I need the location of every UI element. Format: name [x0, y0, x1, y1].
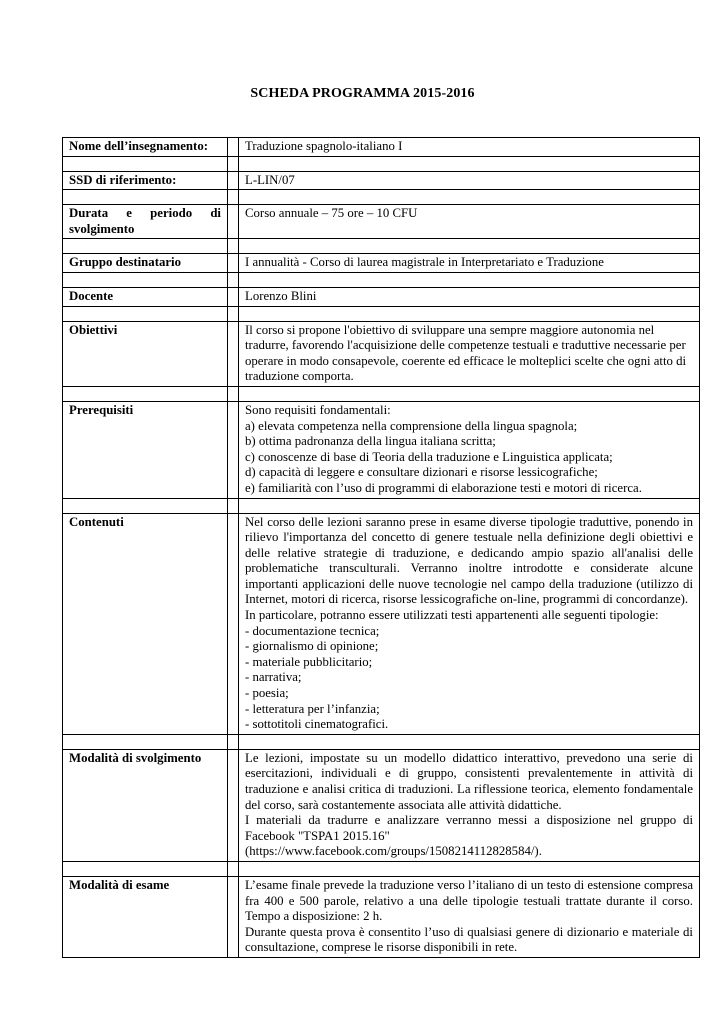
list-item: - materiale pubblicitario;	[245, 654, 373, 669]
list-item: In particolare, potranno essere utilizzati testi appartenenti alle seguenti tipologie:	[245, 608, 659, 623]
label-contenuti: Contenuti	[63, 513, 228, 734]
prereq-line: d) capacità di leggere e consultare dizionari e risorse lessicografiche;	[245, 465, 598, 480]
label-durata-word: di	[210, 206, 221, 221]
program-table	[62, 137, 700, 958]
row-prerequisiti	[63, 401, 700, 498]
row-modalita-svolgimento	[63, 749, 700, 861]
row-docente	[63, 287, 700, 306]
label-gruppo: Gruppo destinatario	[63, 254, 228, 273]
label-modalita-svolgimento: Modalità di svolgimento	[63, 749, 228, 861]
row-nome	[63, 138, 700, 157]
label-durata-line1	[69, 206, 221, 222]
prereq-line: b) ottima padronanza della lingua italiana scritta;	[245, 434, 496, 449]
prereq-line: Sono requisiti fondamentali:	[245, 402, 391, 417]
list-item: - sottotitoli cinematografici.	[245, 717, 389, 732]
label-prerequisiti: Prerequisiti	[63, 401, 228, 498]
list-item: - giornalismo di opinione;	[245, 639, 379, 654]
value-prerequisiti	[239, 401, 700, 498]
label-durata-word: Durata	[69, 206, 109, 221]
label-docente: Docente	[63, 287, 228, 306]
value-nome: Traduzione spagnolo-italiano I	[239, 138, 700, 157]
list-item: - letteratura per l’infanzia;	[245, 701, 380, 716]
esame-paragraph: L’esame finale prevede la traduzione verso l’italiano di un testo di estensione compresa fra 400 e 500 parole, relativo a una delle tipologie testuali trattate durante il corso. Tempo a disposizione: 2 h.	[245, 877, 693, 924]
label-durata-word: periodo	[150, 206, 193, 221]
value-gruppo: I annualità - Corso di laurea magistrale in Interpretariato e Traduzione	[239, 254, 700, 273]
value-durata: Corso annuale – 75 ore – 10 CFU	[239, 205, 700, 239]
prereq-line: c) conoscenze di base di Teoria della traduzione e Linguistica applicata;	[245, 449, 613, 464]
row-modalita-esame	[63, 876, 700, 957]
value-obiettivi: Il corso si propone l'obiettivo di sviluppare una sempre maggiore autonomia nel tradurre, favorendo l'acquisizione delle competenze testuali e traduttive necessarie per operare in modo consapevole, coerente ed efficace le molteplici scelte che ogni atto di traduzione comporta.	[239, 321, 700, 386]
value-docente: Lorenzo Blini	[239, 287, 700, 306]
label-ssd: SSD di riferimento:	[63, 171, 228, 190]
prereq-line: a) elevata competenza nella comprensione della lingua spagnola;	[245, 418, 578, 433]
label-durata-line2: svolgimento	[69, 221, 135, 236]
label-durata-word: e	[126, 206, 132, 221]
value-ssd: L-LIN/07	[239, 171, 700, 190]
page-title: SCHEDA PROGRAMMA 2015-2016	[250, 86, 475, 101]
contenuti-list	[245, 608, 693, 733]
list-item: - documentazione tecnica;	[245, 623, 380, 638]
value-modalita-esame	[239, 876, 700, 957]
row-obiettivi	[63, 321, 700, 386]
value-modalita-svolgimento	[239, 749, 700, 861]
facebook-link: (https://www.facebook.com/groups/1508214112828584/).	[245, 844, 542, 859]
label-modalita-esame: Modalità di esame	[63, 876, 228, 957]
prereq-line: e) familiarità con l’uso di programmi di elaborazione testi e motori di ricerca.	[245, 480, 642, 495]
label-obiettivi: Obiettivi	[63, 321, 228, 386]
row-durata	[63, 205, 700, 239]
list-item: - narrativa;	[245, 670, 302, 685]
label-durata	[63, 205, 228, 239]
value-contenuti	[239, 513, 700, 734]
contenuti-paragraph: Nel corso delle lezioni saranno prese in esame diverse tipologie traduttive, ponendo in rilievo l'importanza del concetto di genere testuale nella definizione degli obiettivi e delle relative strategie di traduzione, e dedicando ampio spazio all'analisi delle problematiche transculturali. Verranno inoltre introdotte e considerate alcune importanti applicazioni delle nuove tecnologie nel campo della traduzione (utilizzo di Internet, motori di ricerca, risorse lessicografiche on-line, programmi di concordanze).	[245, 514, 693, 607]
list-item: - poesia;	[245, 686, 289, 701]
svolgimento-paragraph-2: I materiali da tradurre e analizzare verranno messi a disposizione nel gruppo di Facebook "TSPA1 2015.16"	[245, 813, 693, 843]
row-ssd	[63, 171, 700, 190]
label-nome: Nome dell’insegnamento:	[63, 138, 228, 157]
esame-paragraph-2: Durante questa prova è consentito l’uso di qualsiasi genere di dizionario e materiale di consultazione, comprese le risorse disponibili in rete.	[245, 924, 693, 955]
svolgimento-paragraph: Le lezioni, impostate su un modello didattico interattivo, prevedono una serie di esercitazioni, individuali e di gruppo, consistenti prevalentemente in attività di traduzione e analisi critica di traduzioni. La riflessione teorica, elemento fondamentale del corso, sarà costantemente associata alle attività didattiche.	[245, 750, 693, 812]
row-gruppo	[63, 254, 700, 273]
row-contenuti	[63, 513, 700, 734]
